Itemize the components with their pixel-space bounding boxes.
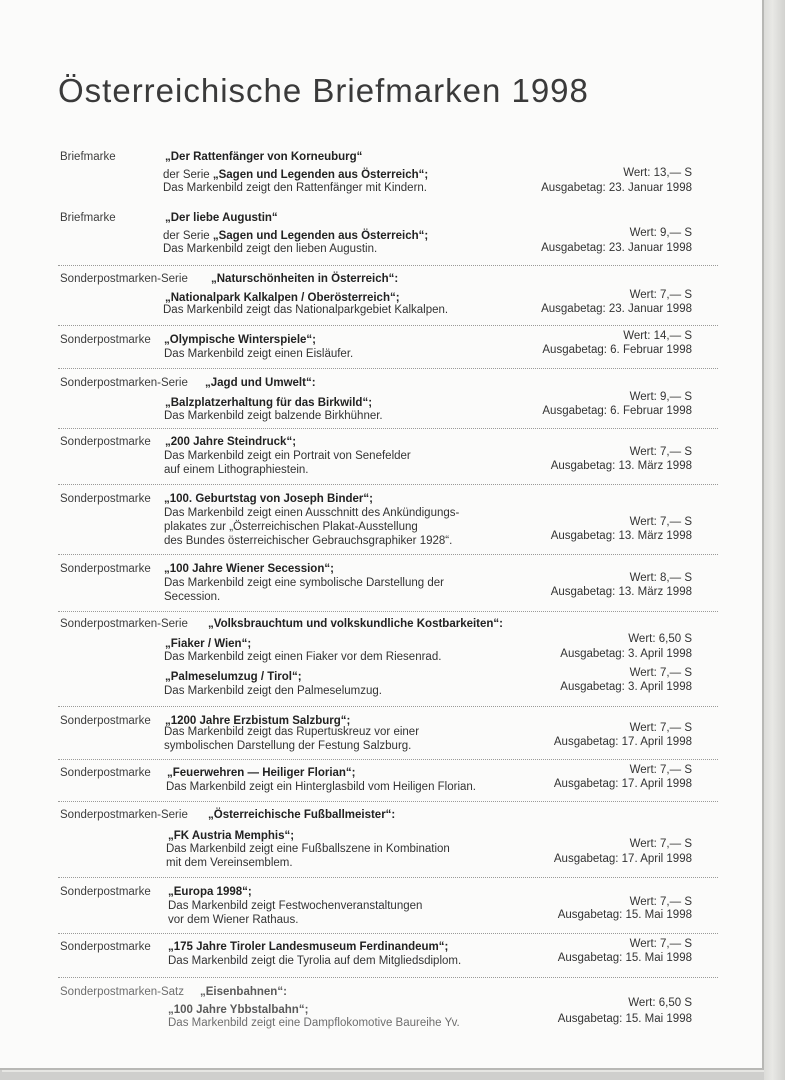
stamp-value: Wert: 7,— S xyxy=(629,289,692,301)
stamp-value: Wert: 7,— S xyxy=(629,722,692,734)
stamp-description-line: plakates zur „Österreichischen Plakat-Ausstellung xyxy=(164,521,418,533)
divider xyxy=(58,325,718,326)
entry-category: Sonderpostmarke xyxy=(60,715,151,727)
divider xyxy=(58,611,718,612)
stamp-description: Das Markenbild zeigt den lieben Augustin. xyxy=(163,243,378,255)
stamp-value: Wert: 7,— S xyxy=(629,938,692,950)
stamp-value: Wert: 6,50 S xyxy=(628,997,692,1009)
stamp-value: Wert: 7,— S xyxy=(629,838,692,850)
entry-category: Sonderpostmarken-Satz xyxy=(60,986,185,998)
stamp-description-line: Das Markenbild zeigt einen Ausschnitt des Ankündigungs- xyxy=(164,507,460,519)
divider xyxy=(58,265,718,266)
stamp-description: Das Markenbild zeigt ein Hinterglasbild vom Heiligen Florian. xyxy=(166,781,477,793)
stamp-name: „Nationalpark Kalkalpen / Oberösterreich“; xyxy=(165,292,400,304)
issue-date: Ausgabetag: 17. April 1998 xyxy=(553,736,692,748)
stamp-name: „Olympische Winterspiele“; xyxy=(164,334,316,346)
issue-date: Ausgabetag: 23. Januar 1998 xyxy=(541,242,692,254)
entry-category: Sonderpostmarken-Serie xyxy=(60,273,188,285)
stamp-name: „Der Rattenfänger von Korneuburg“ xyxy=(165,151,363,163)
divider xyxy=(58,877,718,878)
stamp-description: Das Markenbild zeigt die Tyrolia auf dem Mitgliedsdiplom. xyxy=(168,955,462,967)
issue-date: Ausgabetag: 15. Mai 1998 xyxy=(557,952,692,964)
divider xyxy=(58,933,718,934)
series-heading: „Eisenbahnen“: xyxy=(200,986,287,998)
issue-date: Ausgabetag: 15. Mai 1998 xyxy=(557,909,692,921)
stamp-name: „100 Jahre Ybbstalbahn“; xyxy=(168,1004,309,1016)
entry-category: Sonderpostmarke xyxy=(60,767,151,779)
entry-category: Sonderpostmarke xyxy=(60,563,151,575)
divider xyxy=(58,484,718,485)
divider xyxy=(58,977,718,978)
stamp-value: Wert: 9,— S xyxy=(629,227,692,239)
entry-category: Sonderpostmarken-Serie xyxy=(60,377,188,389)
series-name: „Sagen und Legenden aus Österreich“; xyxy=(212,230,429,242)
stamp-name: „200 Jahre Steindruck“; xyxy=(165,436,297,448)
issue-date: Ausgabetag: 3. April 1998 xyxy=(560,681,692,693)
issue-date: Ausgabetag: 3. April 1998 xyxy=(560,648,692,660)
stamp-description-line: Das Markenbild zeigt eine symbolische Darstellung der xyxy=(164,577,444,589)
issue-date: Ausgabetag: 15. Mai 1998 xyxy=(557,1013,692,1025)
stamp-value: Wert: 7,— S xyxy=(629,446,692,458)
divider xyxy=(58,759,718,760)
stamp-name: „100. Geburtstag von Joseph Binder“; xyxy=(164,493,373,505)
issue-date: Ausgabetag: 6. Februar 1998 xyxy=(542,405,692,417)
stamp-description: Das Markenbild zeigt einen Eisläufer. xyxy=(164,348,354,360)
divider xyxy=(58,428,718,429)
stamp-name: „175 Jahre Tiroler Landesmuseum Ferdinandeum“; xyxy=(168,941,449,953)
series-line xyxy=(163,168,428,182)
stamp-description: Das Markenbild zeigt einen Fiaker vor dem Riesenrad. xyxy=(164,651,442,663)
stamp-description-line: vor dem Wiener Rathaus. xyxy=(168,914,299,926)
stamp-name: „Balzplatzerhaltung für das Birkwild“; xyxy=(165,397,373,409)
issue-date: Ausgabetag: 6. Februar 1998 xyxy=(542,344,692,356)
stamp-name: „Palmeselumzug / Tirol“; xyxy=(165,671,302,683)
stamp-name: „Europa 1998“; xyxy=(168,886,252,898)
entry-category: Sonderpostmarken-Serie xyxy=(60,809,188,821)
stamp-name: „Fiaker / Wien“; xyxy=(165,638,252,650)
stamp-value: Wert: 8,— S xyxy=(629,572,692,584)
stamp-value: Wert: 14,— S xyxy=(623,330,692,342)
stamp-description: Das Markenbild zeigt den Rattenfänger mit Kindern. xyxy=(163,182,428,194)
series-line xyxy=(163,229,428,243)
stamp-description-line: Das Markenbild zeigt Festwochenveranstaltungen xyxy=(168,900,423,912)
stamp-value: Wert: 7,— S xyxy=(629,516,692,528)
stamp-value: Wert: 9,— S xyxy=(629,391,692,403)
stamp-description-line: auf einem Lithographiestein. xyxy=(164,464,309,476)
entry-category: Sonderpostmarken-Serie xyxy=(60,618,188,630)
stamp-value: Wert: 13,— S xyxy=(623,167,692,179)
stamp-name: „Der liebe Augustin“ xyxy=(165,212,278,224)
stamp-value: Wert: 7,— S xyxy=(629,764,692,776)
entry-category: Briefmarke xyxy=(60,151,116,163)
series-heading: „Volksbrauchtum und volkskundliche Kostbarkeiten“: xyxy=(208,618,504,630)
stamp-description-line: Das Markenbild zeigt eine Fußballszene in Kombination xyxy=(166,843,450,855)
series-prefix: der Serie xyxy=(163,169,213,181)
stamp-value: Wert: 7,— S xyxy=(629,667,692,679)
series-heading: „Österreichische Fußballmeister“: xyxy=(208,809,396,821)
issue-date: Ausgabetag: 23. Januar 1998 xyxy=(541,303,692,315)
stamp-name: „FK Austria Memphis“; xyxy=(168,830,295,842)
entry-category: Briefmarke xyxy=(60,212,116,224)
page-title: Österreichische Briefmarken 1998 xyxy=(58,72,589,109)
stamp-name: „Feuerwehren — Heiliger Florian“; xyxy=(167,767,356,779)
issue-date: Ausgabetag: 13. März 1998 xyxy=(550,530,692,542)
entry-category: Sonderpostmarke xyxy=(60,886,151,898)
issue-date: Ausgabetag: 17. April 1998 xyxy=(553,778,692,790)
stamp-value: Wert: 6,50 S xyxy=(628,633,692,645)
entry-category: Sonderpostmarke xyxy=(60,941,151,953)
divider xyxy=(58,554,718,555)
stamp-description: Das Markenbild zeigt eine Dampflokomotive Baureihe Yv. xyxy=(168,1017,460,1029)
stamp-description: Das Markenbild zeigt den Palmeselumzug. xyxy=(164,685,382,697)
series-heading: „Naturschönheiten in Österreich“: xyxy=(211,273,399,285)
series-prefix: der Serie xyxy=(163,230,213,242)
stamp-description-line: Secession. xyxy=(164,591,221,603)
stamp-description-line: Das Markenbild zeigt ein Portrait von Senefelder xyxy=(164,450,411,462)
issue-date: Ausgabetag: 13. März 1998 xyxy=(550,586,692,598)
stamp-name: „1200 Jahre Erzbistum Salzburg“; xyxy=(165,715,351,727)
divider xyxy=(58,706,718,707)
issue-date: Ausgabetag: 23. Januar 1998 xyxy=(541,182,692,194)
stamp-name: „100 Jahre Wiener Secession“; xyxy=(164,563,334,575)
entry-category: Sonderpostmarke xyxy=(60,334,151,346)
entry-category: Sonderpostmarke xyxy=(60,436,151,448)
series-name: „Sagen und Legenden aus Österreich“; xyxy=(212,169,429,181)
stamp-value: Wert: 7,— S xyxy=(629,896,692,908)
page-edge xyxy=(764,0,785,1080)
divider xyxy=(58,801,718,802)
stamp-description: Das Markenbild zeigt das Nationalparkgebiet Kalkalpen. xyxy=(163,304,449,316)
series-heading: „Jagd und Umwelt“: xyxy=(205,377,316,389)
stamp-description-line: des Bundes österreichischer Gebrauchsgraphiker 1928“. xyxy=(164,535,453,547)
stamp-description: Das Markenbild zeigt balzende Birkhühner. xyxy=(164,410,383,422)
divider xyxy=(58,368,718,369)
stamp-description-line: Das Markenbild zeigt das Rupertuskreuz vor einer xyxy=(164,726,420,738)
stamp-description-line: symbolischen Darstellung der Festung Salzburg. xyxy=(164,740,412,752)
issue-date: Ausgabetag: 17. April 1998 xyxy=(553,853,692,865)
issue-date: Ausgabetag: 13. März 1998 xyxy=(550,460,692,472)
entry-category: Sonderpostmarke xyxy=(60,493,151,505)
stamp-description-line: mit dem Vereinsemblem. xyxy=(166,857,293,869)
